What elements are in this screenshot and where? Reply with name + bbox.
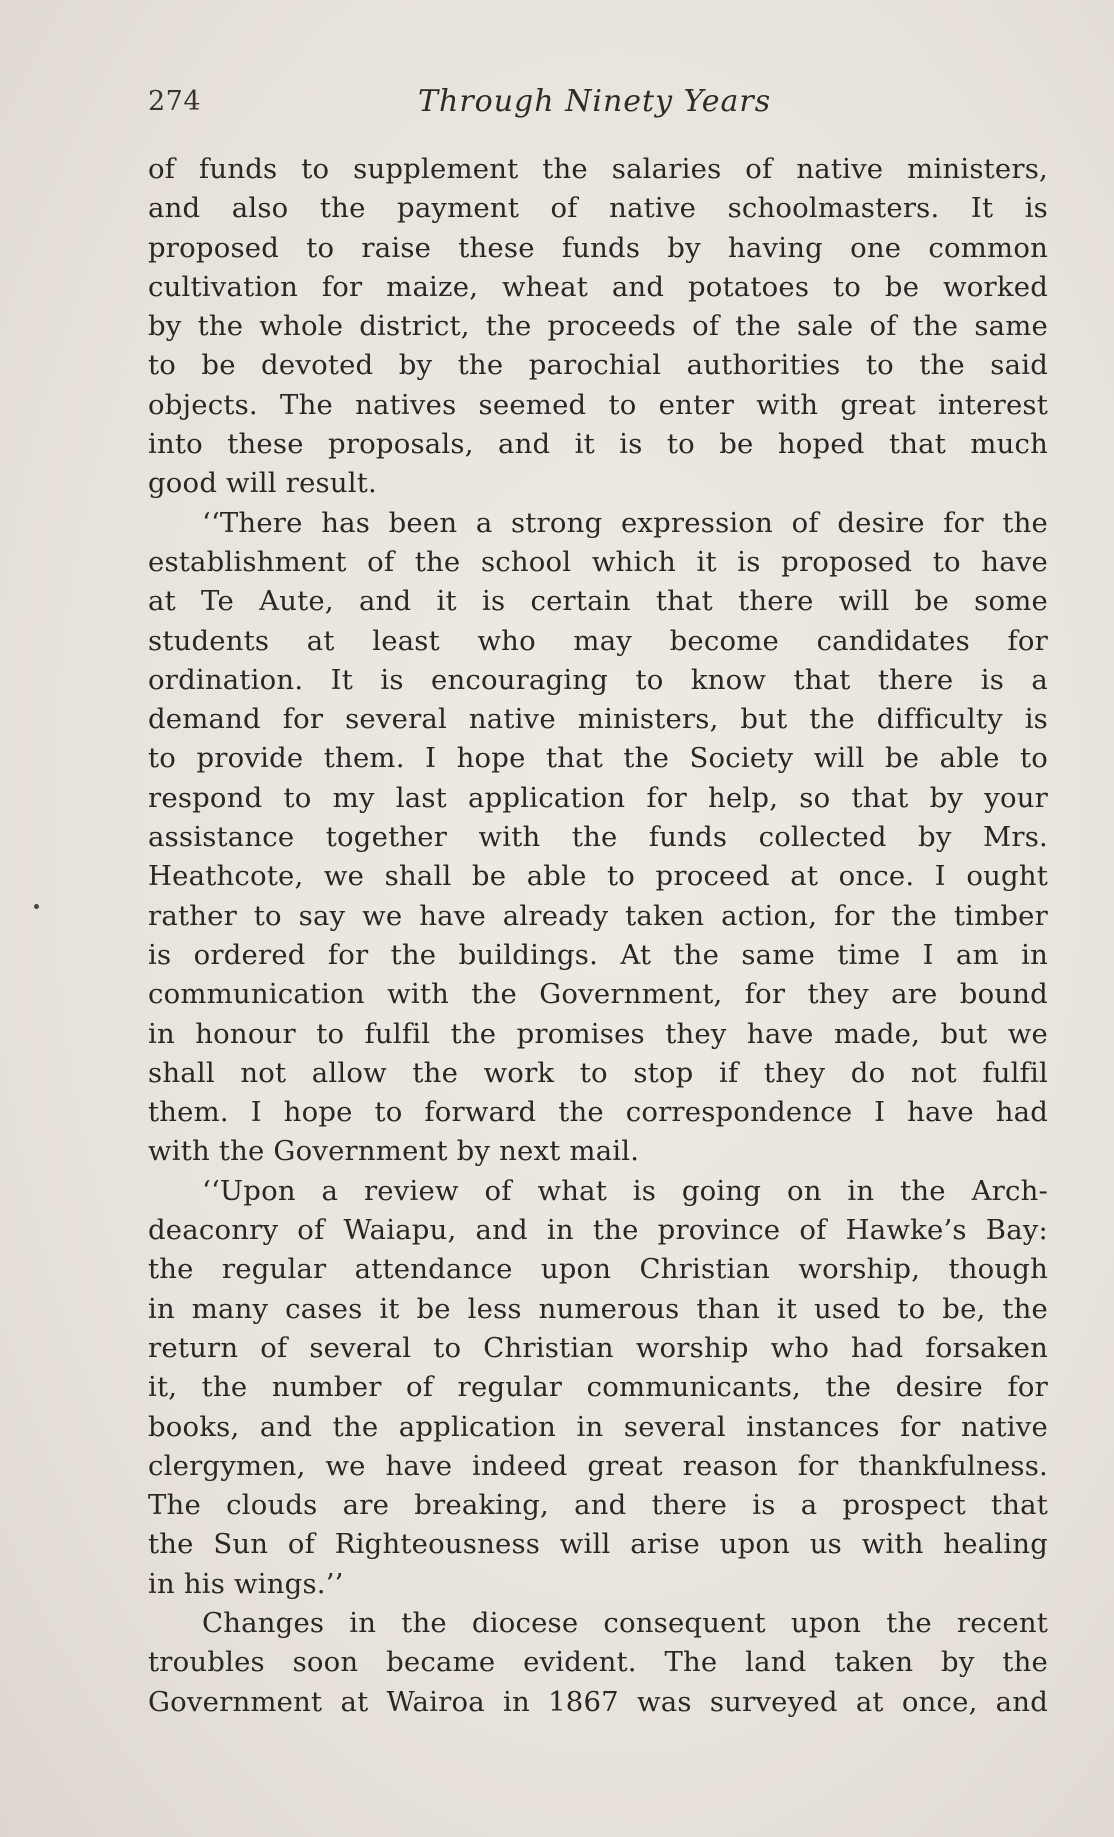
text-line: respond to my last application for help, so that by your [148, 781, 1048, 814]
text-line: demand for several native ministers, but the difficulty is [148, 703, 1048, 736]
text-line: Heathcote, we shall be able to proceed at once. I ought [148, 860, 1048, 893]
text-line: deaconry of Waiapu, and in the province of Hawke’s Bay: [148, 1214, 1048, 1247]
text-line: ‘‘Upon a review of what is going on in the Arch- [202, 1174, 1048, 1207]
text-line: ‘‘There has been a strong expression of desire for the [202, 506, 1048, 539]
text-line: shall not allow the work to stop if they do not fulfil [148, 1056, 1048, 1089]
text-line: proposed to raise these funds by having one common [148, 231, 1048, 264]
text-line: in his wings.’’ [148, 1567, 344, 1600]
text-line: by the whole district, the proceeds of the sale of the same [148, 310, 1048, 343]
text-line: with the Government by next mail. [148, 1135, 640, 1168]
text-line: Changes in the diocese consequent upon the recent [202, 1606, 1048, 1639]
text-line: in honour to fulfil the promises they have made, but we [148, 1017, 1048, 1050]
running-head [148, 82, 1048, 126]
text-line: students at least who may become candidates for [148, 624, 1048, 657]
text-line: the Sun of Righteousness will arise upon us with healing [148, 1528, 1048, 1561]
text-line: in many cases it be less numerous than it used to be, the [148, 1292, 1048, 1325]
text-line: to provide them. I hope that the Society will be able to [148, 742, 1048, 775]
text-line: good will result. [148, 467, 377, 500]
text-line: the regular attendance upon Christian worship, though [148, 1253, 1048, 1286]
text-line: assistance together with the funds collected by Mrs. [148, 821, 1048, 854]
ink-speck [34, 904, 39, 909]
text-line: Government at Wairoa in 1867 was surveyed at once, and [148, 1685, 1048, 1718]
text-line: communication with the Government, for they are bound [148, 978, 1048, 1011]
text-line: them. I hope to forward the correspondence I have had [148, 1096, 1048, 1129]
text-line: troubles soon became evident. The land taken by the [148, 1646, 1048, 1679]
text-line: clergymen, we have indeed great reason for thankfulness. [148, 1449, 1048, 1482]
text-line: it, the number of regular communicants, the desire for [148, 1371, 1048, 1404]
page-number: 274 [148, 86, 202, 117]
text-line: books, and the application in several instances for native [148, 1410, 1048, 1443]
text-line: to be devoted by the parochial authorities to the said [148, 349, 1048, 382]
text-line: cultivation for maize, wheat and potatoes to be worked [148, 270, 1048, 303]
text-line: and also the payment of native schoolmasters. It is [148, 192, 1048, 225]
text-line: of funds to supplement the salaries of native ministers, [148, 153, 1048, 185]
text-line: return of several to Christian worship who had forsaken [148, 1331, 1048, 1364]
running-title: Through Ninety Years [418, 84, 772, 119]
text-line: into these proposals, and it is to be hoped that much [148, 428, 1048, 461]
text-line: objects. The natives seemed to enter with great interest [148, 388, 1048, 421]
text-line: is ordered for the buildings. At the same time I am in [148, 938, 1048, 971]
text-line: The clouds are breaking, and there is a prospect that [148, 1489, 1048, 1522]
text-line: rather to say we have already taken action, for the timber [148, 899, 1048, 932]
text-line: at Te Aute, and it is certain that there will be some [148, 585, 1048, 618]
text-line: ordination. It is encouraging to know that there is a [148, 663, 1048, 696]
body-text [148, 150, 1048, 1722]
text-line: establishment of the school which it is proposed to have [148, 545, 1048, 578]
